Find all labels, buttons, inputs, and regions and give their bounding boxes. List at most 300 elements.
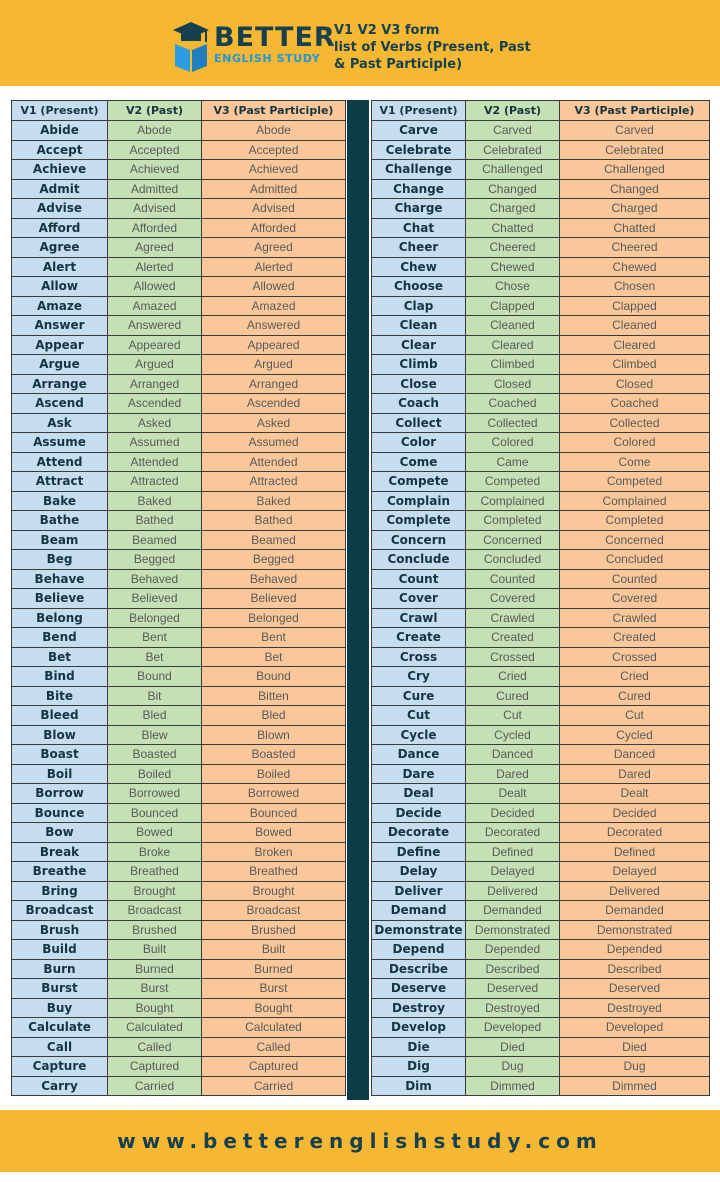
- verb-v2-cell: Clapped: [466, 296, 560, 316]
- verb-v2-cell: Bet: [108, 647, 202, 667]
- verb-v3-cell: Dealt: [560, 784, 710, 804]
- verb-v1-cell: Demonstrate: [372, 920, 466, 940]
- table-row: [12, 647, 346, 667]
- verb-v1-cell: Chew: [372, 257, 466, 277]
- table-row: [372, 238, 710, 258]
- verb-table-right: [371, 100, 710, 1096]
- verb-v2-cell: Advised: [108, 199, 202, 219]
- table-row: [12, 940, 346, 960]
- table-row: [12, 569, 346, 589]
- verb-v2-cell: Developed: [466, 1018, 560, 1038]
- verb-v1-cell: Cry: [372, 667, 466, 687]
- verb-v3-cell: Argued: [202, 355, 346, 375]
- verb-v2-cell: Crawled: [466, 608, 560, 628]
- verb-v2-cell: Bought: [108, 998, 202, 1018]
- table-row: [12, 901, 346, 921]
- verb-v3-cell: Changed: [560, 179, 710, 199]
- verb-v3-cell: Counted: [560, 569, 710, 589]
- verb-v3-cell: Delayed: [560, 862, 710, 882]
- verb-v1-cell: Capture: [12, 1057, 108, 1077]
- verb-v3-cell: Created: [560, 628, 710, 648]
- verb-v2-cell: Agreed: [108, 238, 202, 258]
- verb-v2-cell: Chewed: [466, 257, 560, 277]
- column-header-v1: V1 (Present): [372, 101, 466, 121]
- verb-v3-cell: Bent: [202, 628, 346, 648]
- graduation-cap-book-icon: [172, 20, 210, 74]
- verb-v3-cell: Decorated: [560, 823, 710, 843]
- verb-v2-cell: Carried: [108, 1076, 202, 1096]
- table-row: [12, 160, 346, 180]
- verb-v3-cell: Collected: [560, 413, 710, 433]
- table-row: [12, 1037, 346, 1057]
- verb-v2-cell: Cleared: [466, 335, 560, 355]
- verb-v1-cell: Compete: [372, 472, 466, 492]
- verb-v2-cell: Cycled: [466, 725, 560, 745]
- verb-v3-cell: Clapped: [560, 296, 710, 316]
- verb-v3-cell: Delivered: [560, 881, 710, 901]
- column-header-v1: V1 (Present): [12, 101, 108, 121]
- verb-v3-cell: Closed: [560, 374, 710, 394]
- table-row: [12, 550, 346, 570]
- table-row: [12, 1076, 346, 1096]
- verb-v2-cell: Broke: [108, 842, 202, 862]
- table-row: [12, 979, 346, 999]
- verb-v2-cell: Believed: [108, 589, 202, 609]
- table-row: [372, 218, 710, 238]
- verb-v2-cell: Behaved: [108, 569, 202, 589]
- verb-v1-cell: Admit: [12, 179, 108, 199]
- table-row: [372, 433, 710, 453]
- verb-v2-cell: Bounced: [108, 803, 202, 823]
- verb-v2-cell: Chatted: [466, 218, 560, 238]
- verb-v1-cell: Collect: [372, 413, 466, 433]
- verb-v3-cell: Attended: [202, 452, 346, 472]
- verb-v2-cell: Created: [466, 628, 560, 648]
- verb-v3-cell: Achieved: [202, 160, 346, 180]
- verb-v2-cell: Colored: [466, 433, 560, 453]
- table-row: [372, 316, 710, 336]
- table-row: [12, 491, 346, 511]
- verb-v2-cell: Afforded: [108, 218, 202, 238]
- verb-v3-cell: Depended: [560, 940, 710, 960]
- verb-v1-cell: Coach: [372, 394, 466, 414]
- verb-v3-cell: Burned: [202, 959, 346, 979]
- verb-v3-cell: Bought: [202, 998, 346, 1018]
- table-row: [372, 784, 710, 804]
- table-row: [12, 433, 346, 453]
- verb-v1-cell: Bring: [12, 881, 108, 901]
- verb-v1-cell: Bind: [12, 667, 108, 687]
- verb-v3-cell: Coached: [560, 394, 710, 414]
- table-row: [12, 394, 346, 414]
- verb-v3-cell: Cleaned: [560, 316, 710, 336]
- verb-v2-cell: Bled: [108, 706, 202, 726]
- verb-v1-cell: Dig: [372, 1057, 466, 1077]
- verb-v1-cell: Burst: [12, 979, 108, 999]
- column-header-v3: V3 (Past Participle): [202, 101, 346, 121]
- verb-v3-cell: Cheered: [560, 238, 710, 258]
- verb-v2-cell: Concerned: [466, 530, 560, 550]
- verb-v2-cell: Argued: [108, 355, 202, 375]
- verb-v2-cell: Decorated: [466, 823, 560, 843]
- verb-v3-cell: Amazed: [202, 296, 346, 316]
- verb-v2-cell: Delivered: [466, 881, 560, 901]
- header-banner: [0, 0, 720, 86]
- table-row: [12, 745, 346, 765]
- verb-v1-cell: Call: [12, 1037, 108, 1057]
- table-row: [12, 179, 346, 199]
- brand-logo-text: [214, 24, 336, 66]
- verb-v3-cell: Borrowed: [202, 784, 346, 804]
- table-row: [12, 530, 346, 550]
- verb-v2-cell: Beamed: [108, 530, 202, 550]
- verb-v3-cell: Accepted: [202, 140, 346, 160]
- table-row: [372, 160, 710, 180]
- verb-v2-cell: Closed: [466, 374, 560, 394]
- verb-v1-cell: Arrange: [12, 374, 108, 394]
- verb-v2-cell: Cured: [466, 686, 560, 706]
- table-row: [12, 355, 346, 375]
- verb-v2-cell: Dug: [466, 1057, 560, 1077]
- table-row: [12, 413, 346, 433]
- verb-v2-cell: Captured: [108, 1057, 202, 1077]
- table-row: [12, 316, 346, 336]
- verb-v2-cell: Bathed: [108, 511, 202, 531]
- table-row: [372, 608, 710, 628]
- verb-v2-cell: Dared: [466, 764, 560, 784]
- verb-tables: [11, 100, 709, 1100]
- verb-v1-cell: Beam: [12, 530, 108, 550]
- table-row: [372, 881, 710, 901]
- verb-v3-cell: Chosen: [560, 277, 710, 297]
- verb-v1-cell: Change: [372, 179, 466, 199]
- table-row: [372, 725, 710, 745]
- verb-v1-cell: Decide: [372, 803, 466, 823]
- verb-v1-cell: Belong: [12, 608, 108, 628]
- verb-v1-cell: Decorate: [372, 823, 466, 843]
- verb-v2-cell: Built: [108, 940, 202, 960]
- table-row: [12, 881, 346, 901]
- table-header-row: [372, 101, 710, 121]
- verb-v3-cell: Boiled: [202, 764, 346, 784]
- verb-v2-cell: Coached: [466, 394, 560, 414]
- verb-v3-cell: Challenged: [560, 160, 710, 180]
- verb-v3-cell: Built: [202, 940, 346, 960]
- verb-v3-cell: Calculated: [202, 1018, 346, 1038]
- verb-v1-cell: Crawl: [372, 608, 466, 628]
- verb-v3-cell: Burst: [202, 979, 346, 999]
- verb-v1-cell: Describe: [372, 959, 466, 979]
- verb-v1-cell: Bathe: [12, 511, 108, 531]
- verb-v3-cell: Destroyed: [560, 998, 710, 1018]
- verb-v1-cell: Burn: [12, 959, 108, 979]
- verb-v2-cell: Ascended: [108, 394, 202, 414]
- table-row: [372, 842, 710, 862]
- verb-v3-cell: Decided: [560, 803, 710, 823]
- verb-v3-cell: Afforded: [202, 218, 346, 238]
- verb-v2-cell: Attended: [108, 452, 202, 472]
- verb-v1-cell: Carry: [12, 1076, 108, 1096]
- verb-v1-cell: Buy: [12, 998, 108, 1018]
- table-row: [372, 491, 710, 511]
- table-row: [372, 901, 710, 921]
- verb-v1-cell: Deal: [372, 784, 466, 804]
- verb-v2-cell: Bit: [108, 686, 202, 706]
- verb-v1-cell: Advise: [12, 199, 108, 219]
- verb-v2-cell: Collected: [466, 413, 560, 433]
- verb-v2-cell: Attracted: [108, 472, 202, 492]
- table-row: [372, 628, 710, 648]
- verb-v1-cell: Calculate: [12, 1018, 108, 1038]
- verb-v2-cell: Died: [466, 1037, 560, 1057]
- table-row: [12, 764, 346, 784]
- table-row: [372, 296, 710, 316]
- verb-v2-cell: Concluded: [466, 550, 560, 570]
- verb-v2-cell: Changed: [466, 179, 560, 199]
- verb-v1-cell: Concern: [372, 530, 466, 550]
- table-row: [12, 842, 346, 862]
- table-row: [372, 394, 710, 414]
- verb-v2-cell: Brushed: [108, 920, 202, 940]
- verb-v2-cell: Carved: [466, 121, 560, 141]
- verb-v1-cell: Dim: [372, 1076, 466, 1096]
- verb-v3-cell: Chatted: [560, 218, 710, 238]
- verb-v2-cell: Deserved: [466, 979, 560, 999]
- table-row: [372, 277, 710, 297]
- verb-v2-cell: Described: [466, 959, 560, 979]
- verb-v1-cell: Bleed: [12, 706, 108, 726]
- verb-v2-cell: Climbed: [466, 355, 560, 375]
- verb-v2-cell: Burned: [108, 959, 202, 979]
- verb-v1-cell: Amaze: [12, 296, 108, 316]
- verb-v3-cell: Dimmed: [560, 1076, 710, 1096]
- verb-v3-cell: Bet: [202, 647, 346, 667]
- verb-v3-cell: Cured: [560, 686, 710, 706]
- table-row: [372, 920, 710, 940]
- verb-v2-cell: Cleaned: [466, 316, 560, 336]
- verb-v2-cell: Came: [466, 452, 560, 472]
- title-line: V1 V2 V3 form: [334, 23, 440, 38]
- verb-v3-cell: Colored: [560, 433, 710, 453]
- verb-v3-cell: Covered: [560, 589, 710, 609]
- verb-v3-cell: Begged: [202, 550, 346, 570]
- verb-v2-cell: Complained: [466, 491, 560, 511]
- verb-v2-cell: Bound: [108, 667, 202, 687]
- table-row: [372, 1076, 710, 1096]
- table-header-row: [12, 101, 346, 121]
- verb-v3-cell: Dared: [560, 764, 710, 784]
- verb-v1-cell: Choose: [372, 277, 466, 297]
- verb-v1-cell: Chat: [372, 218, 466, 238]
- verb-v3-cell: Concluded: [560, 550, 710, 570]
- verb-v1-cell: Deserve: [372, 979, 466, 999]
- verb-v3-cell: Cried: [560, 667, 710, 687]
- verb-v1-cell: Borrow: [12, 784, 108, 804]
- table-row: [12, 296, 346, 316]
- verb-v3-cell: Climbed: [560, 355, 710, 375]
- verb-v3-cell: Cycled: [560, 725, 710, 745]
- table-row: [12, 686, 346, 706]
- verb-v1-cell: Conclude: [372, 550, 466, 570]
- verb-v2-cell: Challenged: [466, 160, 560, 180]
- table-row: [12, 628, 346, 648]
- verb-v2-cell: Crossed: [466, 647, 560, 667]
- table-row: [12, 511, 346, 531]
- verb-v2-cell: Competed: [466, 472, 560, 492]
- verb-v1-cell: Answer: [12, 316, 108, 336]
- table-row: [12, 218, 346, 238]
- verb-v1-cell: Believe: [12, 589, 108, 609]
- verb-v2-cell: Allowed: [108, 277, 202, 297]
- verb-v2-cell: Celebrated: [466, 140, 560, 160]
- verb-v1-cell: Agree: [12, 238, 108, 258]
- table-row: [372, 1037, 710, 1057]
- verb-v1-cell: Abide: [12, 121, 108, 141]
- table-row: [12, 257, 346, 277]
- table-row: [12, 803, 346, 823]
- verb-v1-cell: Come: [372, 452, 466, 472]
- verb-v2-cell: Calculated: [108, 1018, 202, 1038]
- brand-name: BETTER: [214, 22, 336, 53]
- table-row: [372, 452, 710, 472]
- table-row: [12, 706, 346, 726]
- table-row: [12, 959, 346, 979]
- verb-v2-cell: Delayed: [466, 862, 560, 882]
- verb-v1-cell: Cover: [372, 589, 466, 609]
- verb-v3-cell: Developed: [560, 1018, 710, 1038]
- table-row: [12, 823, 346, 843]
- verb-v1-cell: Bake: [12, 491, 108, 511]
- verb-v3-cell: Crawled: [560, 608, 710, 628]
- table-row: [12, 277, 346, 297]
- verb-v2-cell: Amazed: [108, 296, 202, 316]
- verb-v3-cell: Carried: [202, 1076, 346, 1096]
- verb-v1-cell: Complete: [372, 511, 466, 531]
- verb-v2-cell: Abode: [108, 121, 202, 141]
- verb-v3-cell: Charged: [560, 199, 710, 219]
- verb-v1-cell: Achieve: [12, 160, 108, 180]
- verb-v2-cell: Bowed: [108, 823, 202, 843]
- verb-v3-cell: Dug: [560, 1057, 710, 1077]
- verb-v1-cell: Ask: [12, 413, 108, 433]
- verb-v1-cell: Define: [372, 842, 466, 862]
- verb-v3-cell: Bounced: [202, 803, 346, 823]
- table-row: [372, 862, 710, 882]
- table-row: [12, 121, 346, 141]
- verb-v2-cell: Admitted: [108, 179, 202, 199]
- table-row: [372, 1057, 710, 1077]
- verb-v1-cell: Appear: [12, 335, 108, 355]
- table-row: [12, 667, 346, 687]
- verb-v1-cell: Argue: [12, 355, 108, 375]
- verb-v1-cell: Celebrate: [372, 140, 466, 160]
- verb-v1-cell: Cross: [372, 647, 466, 667]
- verb-v1-cell: Afford: [12, 218, 108, 238]
- verb-v1-cell: Attend: [12, 452, 108, 472]
- table-row: [12, 452, 346, 472]
- table-row: [372, 706, 710, 726]
- table-row: [12, 140, 346, 160]
- verb-v2-cell: Danced: [466, 745, 560, 765]
- verb-v2-cell: Demanded: [466, 901, 560, 921]
- table-row: [12, 472, 346, 492]
- verb-v2-cell: Broadcast: [108, 901, 202, 921]
- verb-v2-cell: Boasted: [108, 745, 202, 765]
- verb-v1-cell: Build: [12, 940, 108, 960]
- verb-v1-cell: Clap: [372, 296, 466, 316]
- table-row: [12, 998, 346, 1018]
- verb-v1-cell: Charge: [372, 199, 466, 219]
- footer-banner: [0, 1110, 720, 1172]
- column-divider: [347, 100, 369, 1100]
- verb-v1-cell: Bite: [12, 686, 108, 706]
- page-title: [334, 22, 574, 73]
- verb-v2-cell: Defined: [466, 842, 560, 862]
- table-row: [12, 199, 346, 219]
- table-row: [12, 1057, 346, 1077]
- verb-v3-cell: Abode: [202, 121, 346, 141]
- table-row: [372, 121, 710, 141]
- verb-v2-cell: Counted: [466, 569, 560, 589]
- verb-v3-cell: Competed: [560, 472, 710, 492]
- table-row: [372, 199, 710, 219]
- verb-v1-cell: Beg: [12, 550, 108, 570]
- verb-v1-cell: Challenge: [372, 160, 466, 180]
- table-row: [372, 355, 710, 375]
- verb-v3-cell: Defined: [560, 842, 710, 862]
- verb-v3-cell: Bound: [202, 667, 346, 687]
- verb-v3-cell: Agreed: [202, 238, 346, 258]
- verb-v3-cell: Come: [560, 452, 710, 472]
- verb-v1-cell: Broadcast: [12, 901, 108, 921]
- table-row: [372, 530, 710, 550]
- verb-v1-cell: Cycle: [372, 725, 466, 745]
- verb-v3-cell: Demonstrated: [560, 920, 710, 940]
- table-row: [372, 569, 710, 589]
- brand-tagline: ENGLISH STUDY: [214, 52, 321, 65]
- verb-table-left: [11, 100, 346, 1096]
- verb-v3-cell: Broken: [202, 842, 346, 862]
- verb-v3-cell: Asked: [202, 413, 346, 433]
- verb-v1-cell: Climb: [372, 355, 466, 375]
- table-row: [372, 940, 710, 960]
- verb-v2-cell: Baked: [108, 491, 202, 511]
- table-row: [372, 335, 710, 355]
- table-row: [372, 257, 710, 277]
- verb-v1-cell: Cure: [372, 686, 466, 706]
- verb-v3-cell: Behaved: [202, 569, 346, 589]
- table-row: [372, 803, 710, 823]
- table-row: [372, 511, 710, 531]
- verb-v1-cell: Bow: [12, 823, 108, 843]
- verb-v2-cell: Appeared: [108, 335, 202, 355]
- table-row: [12, 1018, 346, 1038]
- verb-v3-cell: Called: [202, 1037, 346, 1057]
- verb-v3-cell: Assumed: [202, 433, 346, 453]
- table-row: [372, 998, 710, 1018]
- verb-v2-cell: Called: [108, 1037, 202, 1057]
- verb-v3-cell: Advised: [202, 199, 346, 219]
- column-header-v2: V2 (Past): [108, 101, 202, 121]
- verb-v2-cell: Begged: [108, 550, 202, 570]
- verb-v1-cell: Break: [12, 842, 108, 862]
- verb-v3-cell: Demanded: [560, 901, 710, 921]
- verb-v3-cell: Concerned: [560, 530, 710, 550]
- verb-v1-cell: Carve: [372, 121, 466, 141]
- verb-v3-cell: Carved: [560, 121, 710, 141]
- verb-v1-cell: Clean: [372, 316, 466, 336]
- verb-v2-cell: Burst: [108, 979, 202, 999]
